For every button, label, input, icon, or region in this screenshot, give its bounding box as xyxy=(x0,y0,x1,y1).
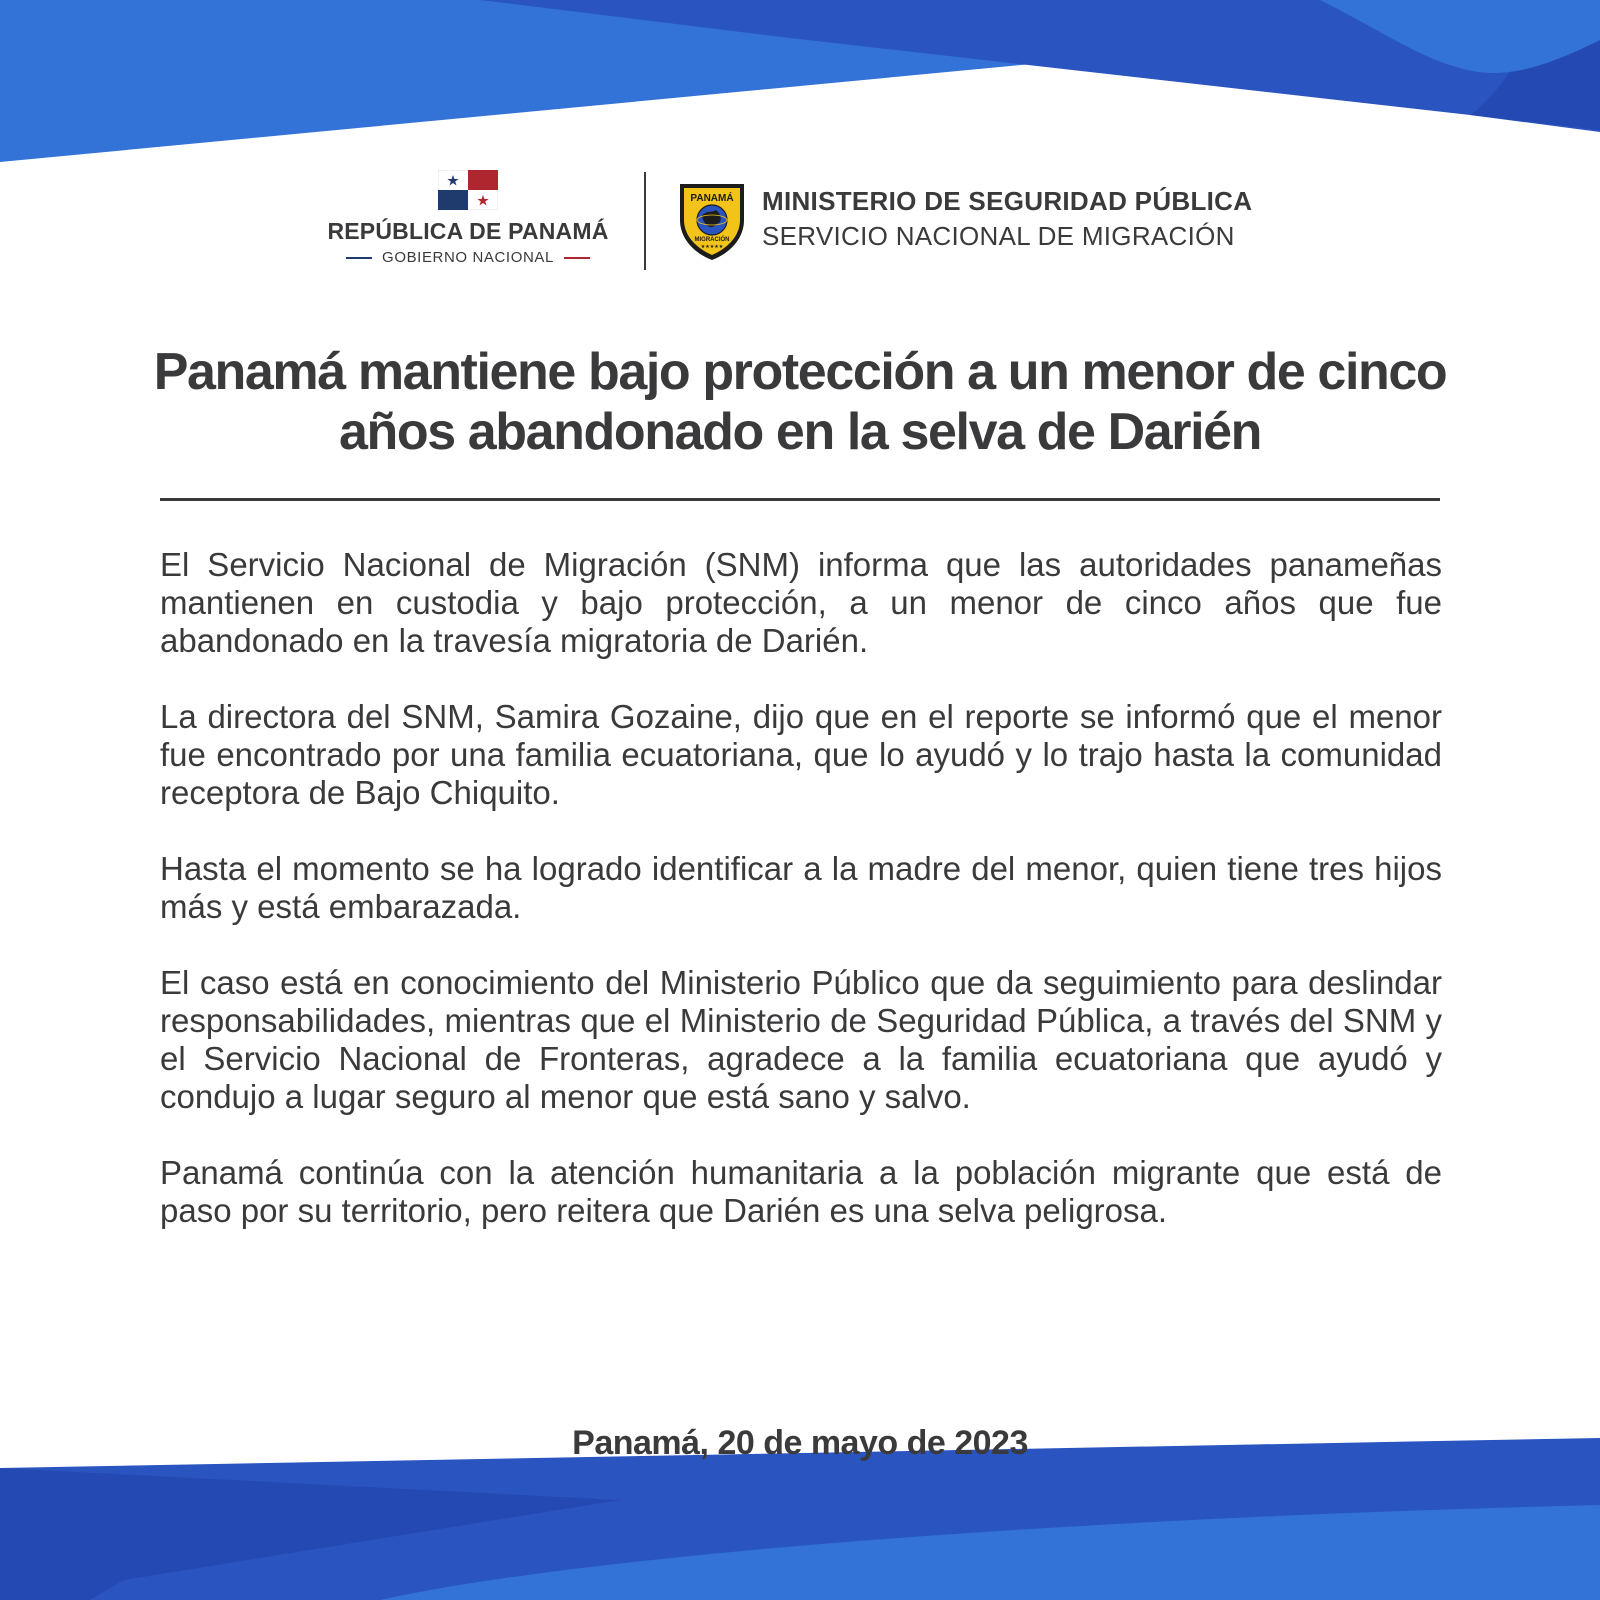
page-title: Panamá mantiene bajo protección a un menor de cinco años abandonado en la selva de Darién xyxy=(153,343,1447,461)
service-name: SERVICIO NACIONAL DE MIGRACIÓN xyxy=(762,221,1235,251)
paragraph: El caso está en conocimiento del Ministerio Público que da seguimiento para deslindar responsabilidades, mientras que el Ministerio de Seguridad Pública, a través del SNM y el Servicio Nacional de Fronteras, agradece a la familia ecuatoriana que ayudó y condujo a lugar seguro al menor que está sano y salvo. xyxy=(160,964,1442,1115)
migracion-shield-icon xyxy=(676,180,748,262)
ministry-logo-text xyxy=(762,186,1252,252)
paragraph: Hasta el momento se ha logrado identificar a la madre del menor, quien tiene tres hijos más y está embarazada. xyxy=(160,850,1442,925)
article-body xyxy=(160,546,1442,1268)
date-line: Panamá, 20 de mayo de 2023 xyxy=(572,1424,1028,1462)
panama-flag-icon xyxy=(438,170,498,210)
divider-line-left xyxy=(346,257,372,259)
shield-top-text: PANAMÁ xyxy=(690,193,734,204)
republica-name: REPÚBLICA DE PANAMÁ xyxy=(327,218,609,244)
shield-bottom-text: MIGRACIÓN xyxy=(694,237,730,243)
republica-panama-logo xyxy=(318,170,618,266)
gobierno-row xyxy=(318,249,618,266)
paragraph: La directora del SNM, Samira Gozaine, dijo que en el reporte se informó que el menor fue encontrado por una familia ecuatoriana, que lo ayudó y lo trajo hasta la comunidad receptora de Bajo Chiquito. xyxy=(160,698,1442,811)
svg-text:★★★★★: ★★★★★ xyxy=(700,244,724,250)
title-divider xyxy=(160,498,1440,501)
paragraph: El Servicio Nacional de Migración (SNM) informa que las autoridades panameñas mantienen en custodia y bajo protección, a un menor de cinco años que fue abandonado en la travesía migratoria de Darién. xyxy=(160,546,1442,659)
logo-separator xyxy=(644,172,646,270)
ministry-name: MINISTERIO DE SEGURIDAD PÚBLICA xyxy=(762,186,1253,216)
gobierno-name: GOBIERNO NACIONAL xyxy=(382,249,554,266)
divider-line-right xyxy=(564,257,590,259)
paragraph: Panamá continúa con la atención humanitaria a la población migrante que está de paso por su territorio, pero reitera que Darién es una selva peligrosa. xyxy=(160,1154,1442,1229)
